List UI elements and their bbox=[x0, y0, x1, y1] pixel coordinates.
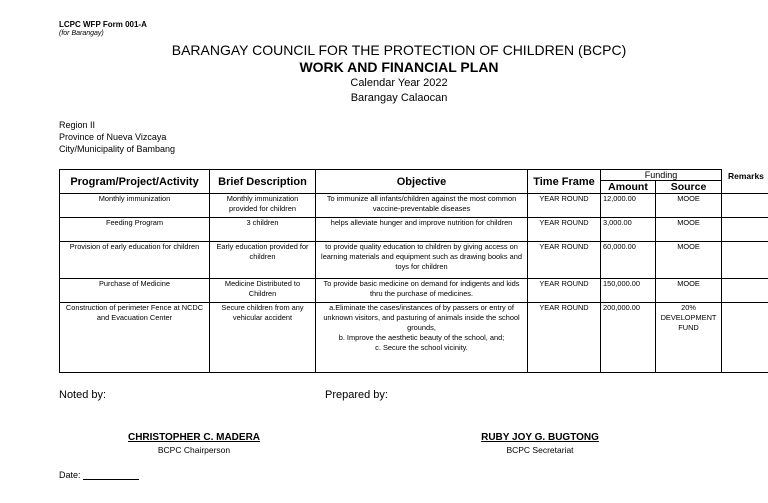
form-id: LCPC WFP Form 001-A bbox=[59, 20, 147, 29]
header-remarks: Remarks bbox=[728, 170, 764, 181]
cell-description: Medicine Distributed to Children bbox=[210, 279, 316, 303]
cell-amount: 3,000.00 bbox=[601, 218, 656, 242]
cell-program: Monthly immunization bbox=[60, 194, 210, 218]
prepared-by-name: RUBY JOY G. BUGTONG bbox=[481, 432, 599, 443]
cell-source: MOOE bbox=[656, 279, 722, 303]
cell-time-frame: YEAR ROUND bbox=[528, 279, 601, 303]
barangay-name: Barangay Calaocan bbox=[350, 92, 448, 104]
cell-amount: 12,000.00 bbox=[601, 194, 656, 218]
cell-remarks bbox=[722, 303, 768, 373]
city-municipality: City/Municipality of Bambang bbox=[59, 144, 176, 154]
date-field bbox=[59, 470, 139, 480]
table-row bbox=[60, 303, 768, 373]
table-row bbox=[60, 279, 768, 303]
cell-remarks bbox=[722, 194, 768, 218]
cell-program: Feeding Program bbox=[60, 218, 210, 242]
table-row bbox=[60, 218, 768, 242]
council-title: BARANGAY COUNCIL FOR THE PROTECTION OF CHILDREN (BCPC) bbox=[171, 42, 627, 58]
objective-line-a: a.Eliminate the cases/instances of by passers or entry of unknown visitors, and pasturing of animals inside the school grounds, bbox=[323, 303, 520, 332]
cell-time-frame: YEAR ROUND bbox=[528, 242, 601, 279]
header-source: Source bbox=[656, 181, 722, 194]
header-time-frame: Time Frame bbox=[528, 170, 601, 194]
region: Region II bbox=[59, 120, 96, 130]
table-row bbox=[60, 194, 768, 218]
plan-title: WORK AND FINANCIAL PLAN bbox=[299, 59, 499, 75]
cell-description: 3 children bbox=[210, 218, 316, 242]
cell-source: MOOE bbox=[656, 242, 722, 279]
province: Province of Nueva Vizcaya bbox=[59, 132, 167, 142]
date-line bbox=[83, 470, 139, 480]
noted-by-name: CHRISTOPHER C. MADERA bbox=[127, 432, 261, 443]
date-label: Date: bbox=[59, 470, 81, 480]
header-amount: Amount bbox=[601, 181, 656, 194]
work-financial-plan-table bbox=[59, 169, 768, 373]
prepared-by-role: BCPC Secretariat bbox=[506, 445, 574, 455]
cell-source: MOOE bbox=[656, 194, 722, 218]
cell-remarks bbox=[722, 218, 768, 242]
cell-objective bbox=[316, 303, 528, 373]
cell-description: Monthly immunization provided for children bbox=[210, 194, 316, 218]
objective-line-b: b. Improve the aesthetic beauty of the school, and; bbox=[338, 333, 505, 342]
cell-objective: To provide basic medicine on demand for indigents and kids thru the purchase of medicines. bbox=[316, 279, 528, 303]
cell-objective: to provide quality education to children by giving access on learning materials and equipment such as drawing books and toys for children bbox=[316, 242, 528, 279]
cell-amount: 150,000.00 bbox=[601, 279, 656, 303]
cell-amount: 60,000.00 bbox=[601, 242, 656, 279]
noted-by-role: BCPC Chairperson bbox=[157, 445, 231, 455]
cell-remarks bbox=[722, 242, 768, 279]
header-objective: Objective bbox=[316, 170, 528, 194]
cell-program: Provision of early education for children bbox=[60, 242, 210, 279]
calendar-year: Calendar Year 2022 bbox=[350, 77, 448, 89]
cell-time-frame: YEAR ROUND bbox=[528, 218, 601, 242]
cell-time-frame: YEAR ROUND bbox=[528, 194, 601, 218]
header-program: Program/Project/Activity bbox=[60, 170, 210, 194]
cell-program: Construction of perimeter Fence at NCDC and Evacuation Center bbox=[60, 303, 210, 373]
objective-line-c: c. Secure the school vicinity. bbox=[375, 343, 468, 352]
prepared-by-label: Prepared by: bbox=[325, 389, 388, 401]
cell-description: Early education provided for children bbox=[210, 242, 316, 279]
form-sub: (for Barangay) bbox=[59, 30, 104, 37]
cell-remarks bbox=[722, 279, 768, 303]
header-description: Brief Description bbox=[210, 170, 316, 194]
noted-by-label: Noted by: bbox=[59, 389, 107, 401]
cell-objective: To immunize all infants/children against the most common vaccine-preventable diseases bbox=[316, 194, 528, 218]
cell-source: 20% DEVELOPMENT FUND bbox=[656, 303, 722, 373]
cell-objective: helps alleviate hunger and improve nutrition for children bbox=[316, 218, 528, 242]
header-funding: Funding bbox=[601, 170, 722, 181]
cell-program: Purchase of Medicine bbox=[60, 279, 210, 303]
cell-time-frame: YEAR ROUND bbox=[528, 303, 601, 373]
table-row bbox=[60, 242, 768, 279]
cell-description: Secure children from any vehicular accident bbox=[210, 303, 316, 373]
cell-amount: 200,000.00 bbox=[601, 303, 656, 373]
cell-source: MOOE bbox=[656, 218, 722, 242]
